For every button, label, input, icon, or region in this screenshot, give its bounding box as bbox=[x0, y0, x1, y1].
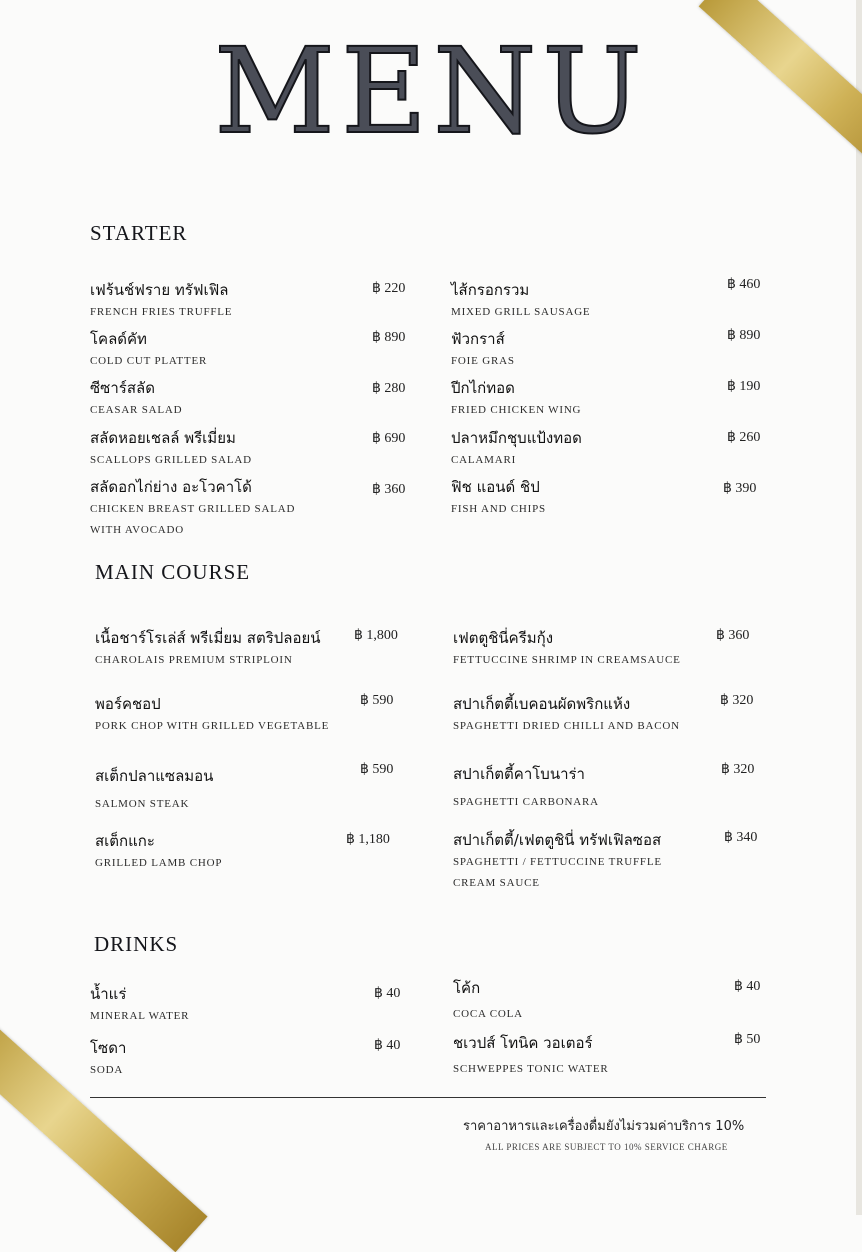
item-price: ฿ 890 bbox=[727, 328, 761, 343]
item-name-english: CHAROLAIS PREMIUM STRIPLOIN bbox=[95, 654, 293, 666]
item-price: ฿ 190 bbox=[727, 379, 761, 394]
item-name-english: MIXED GRILL SAUSAGE bbox=[451, 306, 591, 318]
item-name-thai: สลัดอกไก่ย่าง อะโวคาโด้ bbox=[90, 478, 252, 496]
menu-item bbox=[453, 1031, 609, 1080]
item-price: ฿ 40 bbox=[374, 1038, 401, 1053]
divider-line bbox=[90, 1097, 766, 1098]
item-price: ฿ 890 bbox=[372, 330, 406, 345]
item-name-thai: สปาเก็ตตี้เบคอนผัดพริกแห้ง bbox=[453, 695, 631, 713]
item-price: ฿ 220 bbox=[372, 281, 406, 296]
menu-item bbox=[453, 762, 599, 813]
item-name-english: SODA bbox=[90, 1064, 124, 1076]
item-name-thai: ฟิช แอนด์ ชิป bbox=[451, 478, 540, 496]
item-name-thai: เนื้อชาร์โรเล่ส์ พรีเมี่ยม สตริปลอยน์ bbox=[95, 629, 321, 647]
item-name-english: SPAGHETTI DRIED CHILLI AND BACON bbox=[453, 720, 680, 732]
item-name-english: FISH AND CHIPS bbox=[451, 503, 546, 515]
section-heading-main-course: MAIN COURSE bbox=[95, 560, 251, 584]
item-name-english-line2: WITH AVOCADO bbox=[90, 524, 185, 536]
item-price: ฿ 280 bbox=[372, 381, 406, 396]
item-name-thai: โคลด์คัท bbox=[90, 330, 147, 348]
item-price: ฿ 360 bbox=[716, 628, 750, 643]
item-name-thai: ซีซาร์สลัด bbox=[90, 379, 155, 397]
menu-item bbox=[453, 828, 662, 894]
menu-item bbox=[451, 475, 546, 520]
item-price: ฿ 590 bbox=[360, 693, 394, 708]
item-price: ฿ 360 bbox=[372, 482, 406, 497]
item-name-thai: โค้ก bbox=[453, 979, 481, 997]
section-heading-starter: STARTER bbox=[90, 221, 188, 245]
item-name-thai: สปาเก็ตตี้คาโบนาร่า bbox=[453, 765, 585, 783]
page-edge bbox=[856, 0, 862, 1215]
item-price: ฿ 1,180 bbox=[346, 832, 390, 847]
item-name-english: MINERAL WATER bbox=[90, 1010, 190, 1022]
item-name-thai: โซดา bbox=[90, 1039, 127, 1057]
item-price: ฿ 690 bbox=[372, 431, 406, 446]
item-name-thai: ไส้กรอกรวม bbox=[451, 281, 530, 299]
item-price: ฿ 460 bbox=[727, 277, 761, 292]
item-name-english: FETTUCCINE SHRIMP IN CREAMSAUCE bbox=[453, 654, 681, 666]
item-name-thai: ชเวปส์ โทนิค วอเตอร์ bbox=[453, 1034, 593, 1052]
menu-item bbox=[453, 976, 523, 1025]
item-price: ฿ 50 bbox=[734, 1032, 761, 1047]
service-charge-note-english: ALL PRICES ARE SUBJECT TO 10% SERVICE CHARGE bbox=[485, 1142, 728, 1152]
menu-item bbox=[451, 426, 582, 471]
item-price: ฿ 390 bbox=[723, 481, 757, 496]
item-price: ฿ 590 bbox=[360, 762, 394, 777]
item-name-english: COLD CUT PLATTER bbox=[90, 355, 208, 367]
menu-item bbox=[95, 764, 213, 815]
item-name-thai: เฟตตูชินี่ครีมกุ้ง bbox=[453, 629, 554, 647]
item-name-thai: สลัดหอยเชลล์ พรีเมี่ยม bbox=[90, 429, 236, 447]
menu-item bbox=[451, 376, 581, 421]
menu-title: MENU bbox=[214, 22, 648, 160]
item-name-english: CEASAR SALAD bbox=[90, 404, 183, 416]
item-name-english: SCHWEPPES TONIC WATER bbox=[453, 1063, 609, 1075]
item-name-thai: ปลาหมึกชุบแป้งทอด bbox=[451, 429, 582, 447]
item-name-english: COCA COLA bbox=[453, 1008, 523, 1020]
item-name-english: GRILLED LAMB CHOP bbox=[95, 857, 223, 869]
menu-item bbox=[90, 475, 295, 541]
item-name-english: SPAGHETTI CARBONARA bbox=[453, 796, 599, 808]
item-name-thai: เฟร้นช์ฟราย ทรัฟเฟิล bbox=[90, 281, 229, 299]
item-price: ฿ 1,800 bbox=[354, 628, 398, 643]
item-name-thai: ปีกไก่ทอด bbox=[451, 379, 515, 397]
menu-item bbox=[90, 278, 232, 323]
menu-item bbox=[90, 376, 182, 421]
item-name-thai: สเต็กปลาแซลมอน bbox=[95, 767, 214, 785]
menu-item bbox=[90, 982, 189, 1027]
service-charge-note-thai: ราคาอาหารและเครื่องดื่มยังไม่รวมค่าบริการ 10% bbox=[463, 1119, 745, 1134]
item-name-english: CALAMARI bbox=[451, 454, 517, 466]
menu-item bbox=[451, 327, 515, 372]
item-name-english-line2: CREAM SAUCE bbox=[453, 877, 540, 889]
item-name-thai: พอร์คชอป bbox=[95, 695, 161, 713]
item-price: ฿ 320 bbox=[720, 693, 754, 708]
item-name-english: SALMON STEAK bbox=[95, 798, 190, 810]
item-name-english: PORK CHOP WITH GRILLED VEGETABLE bbox=[95, 720, 330, 732]
menu-item bbox=[90, 426, 252, 471]
item-name-thai: สเต็กแกะ bbox=[95, 832, 155, 850]
item-price: ฿ 340 bbox=[724, 830, 758, 845]
item-name-english: FRIED CHICKEN WING bbox=[451, 404, 582, 416]
menu-item bbox=[95, 626, 321, 671]
menu-item bbox=[453, 692, 680, 737]
item-name-thai: ฟัวกราส์ bbox=[451, 330, 505, 348]
item-price: ฿ 260 bbox=[727, 430, 761, 445]
item-name-english: SPAGHETTI / FETTUCCINE TRUFFLE bbox=[453, 856, 662, 868]
item-name-english: FOIE GRAS bbox=[451, 355, 515, 367]
menu-item bbox=[95, 829, 222, 874]
item-name-english: FRENCH FRIES TRUFFLE bbox=[90, 306, 233, 318]
item-name-english: CHICKEN BREAST GRILLED SALAD bbox=[90, 503, 296, 515]
menu-item bbox=[90, 327, 207, 372]
item-price: ฿ 320 bbox=[721, 762, 755, 777]
menu-item bbox=[453, 626, 681, 671]
item-name-english: SCALLOPS GRILLED SALAD bbox=[90, 454, 252, 466]
menu-item bbox=[451, 278, 590, 323]
item-name-thai: สปาเก็ตตี้/เฟตตูชินี่ ทรัฟเฟิลซอส bbox=[453, 831, 662, 849]
item-price: ฿ 40 bbox=[374, 986, 401, 1001]
menu-item bbox=[95, 692, 329, 737]
item-name-thai: น้ำแร่ bbox=[90, 985, 127, 1003]
menu-item bbox=[90, 1036, 126, 1081]
section-heading-drinks: DRINKS bbox=[94, 932, 179, 956]
item-price: ฿ 40 bbox=[734, 979, 761, 994]
